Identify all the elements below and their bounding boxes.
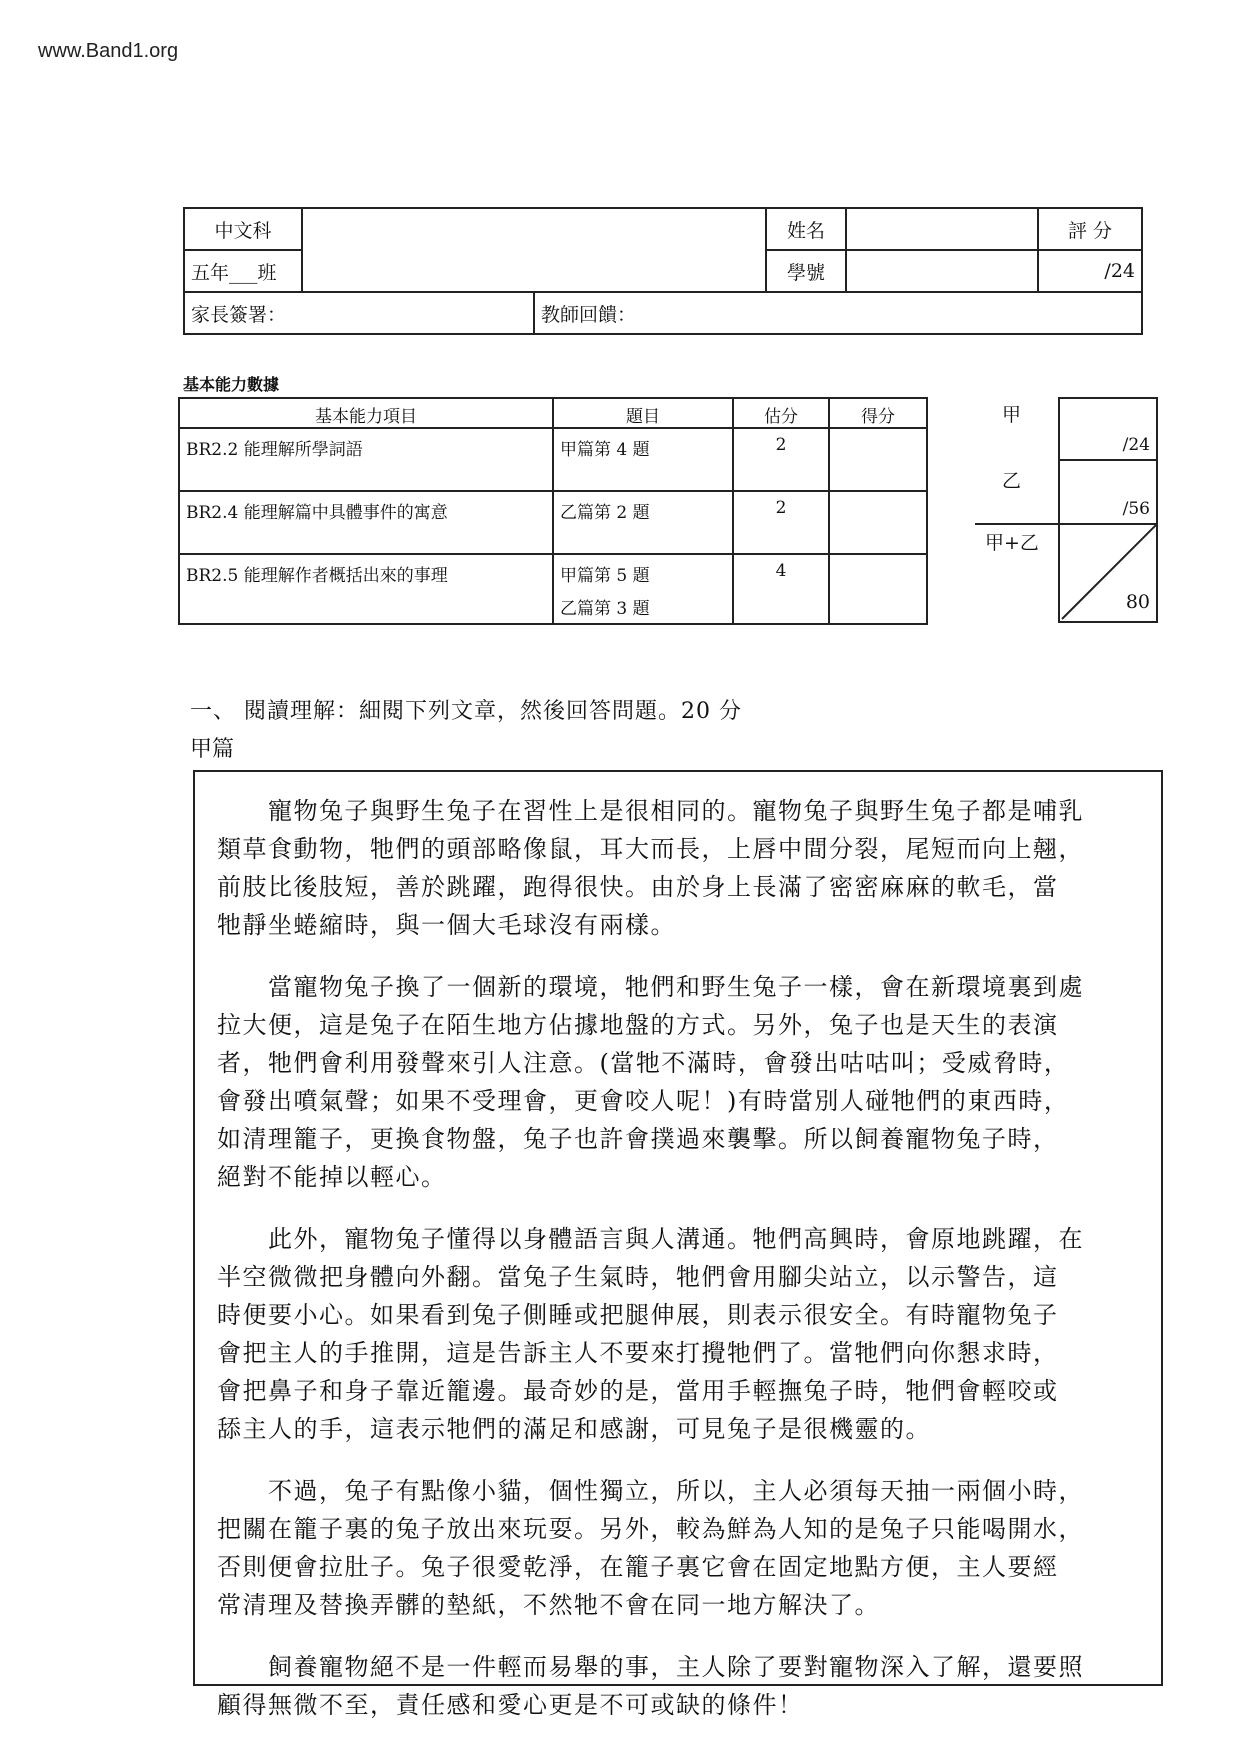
divider [1060,459,1156,461]
passage-line: 時便要小心。如果看到兔子側睡或把腿伸展，則表示很安全。有時寵物兔子 [217,1301,1059,1329]
col-header: 基本能力項目 [179,398,553,428]
score-field[interactable] [829,554,927,624]
blank-cell [302,208,766,292]
question-ref-1: 甲篇第 5 題 [560,566,650,586]
passage-line: 當寵物兔子換了一個新的環境，牠們和野生兔子一樣，會在新環境裏到處 [217,973,1084,1001]
paragraph [217,1472,1151,1624]
class-cell[interactable]: 五年___班 [184,250,302,292]
passage-line: 牠靜坐蜷縮時，與一個大毛球沒有兩樣。 [217,911,676,939]
question-ref: 甲篇第 4 題 [553,428,733,491]
paragraph [217,792,1151,944]
question-ref [553,554,733,624]
name-field[interactable] [846,208,1038,250]
yi-max: /56 [1122,499,1150,519]
site-url: www.Band1.org [38,40,179,62]
header-table [183,207,1143,335]
ability-title: 基本能力數據 [183,375,280,394]
table-row [179,554,927,624]
sum-label: 甲+乙 [985,532,1039,554]
totals-box [1058,397,1158,623]
jia-label: 甲 [1002,404,1022,426]
score-field[interactable] [829,491,927,554]
section-heading: 一、 閱讀理解：細閱下列文章，然後回答問題。20 分 [190,699,742,724]
name-label: 姓名 [766,208,846,250]
passage-line: 會把主人的手推開，這是告訴主人不要來打攪牠們了。當牠們向你懇求時， [217,1339,1059,1367]
passage-line: 會發出噴氣聲；如果不受理會，更會咬人呢！)有時當別人碰牠們的東西時， [217,1087,1070,1115]
student-no-field[interactable] [846,250,1038,292]
passage-line: 顧得無微不至，責任感和愛心更是不可或缺的條件！ [217,1691,804,1719]
score-total: /24 [1038,250,1142,292]
ability-item: BR2.4 能理解篇中具體事件的寓意 [179,491,553,554]
yi-label: 乙 [1002,470,1022,492]
col-header: 得分 [829,398,927,428]
question-ref: 乙篇第 2 題 [553,491,733,554]
passage-line: 會把鼻子和身子靠近籠邊。最奇妙的是，當用手輕撫兔子時，牠們會輕咬或 [217,1377,1059,1405]
passage-line: 絕對不能掉以輕心。 [217,1163,447,1191]
teacher-feedback-field[interactable]: 教師回饋： [534,292,1142,334]
passage-line: 不過，兔子有點像小貓，個性獨立，所以，主人必須每天抽一兩個小時， [217,1477,1084,1505]
col-header: 題目 [553,398,733,428]
estimated-score: 2 [733,428,829,491]
table-row [179,428,927,491]
ability-table [178,397,928,625]
passage-line: 飼養寵物絕不是一件輕而易舉的事，主人除了要對寵物深入了解，還要照 [217,1653,1084,1681]
passage-line: 舔主人的手，這表示牠們的滿足和感謝，可見兔子是很機靈的。 [217,1415,931,1443]
passage-line: 前肢比後肢短，善於跳躍，跑得很快。由於身上長滿了密密麻麻的軟毛，當 [217,873,1059,901]
passage-line: 把關在籠子裏的兔子放出來玩耍。另外，較為鮮為人知的是兔子只能喝開水， [217,1515,1084,1543]
passage-line: 如清理籠子，更換食物盤，兔子也許會撲過來襲擊。所以飼養寵物兔子時， [217,1125,1059,1153]
divider [975,523,1059,525]
passage-line: 否則便會拉肚子。兔子很愛乾淨，在籠子裏它會在固定地點方便，主人要經 [217,1553,1059,1581]
score-label: 評 分 [1038,208,1142,250]
score-field[interactable] [829,428,927,491]
question-ref-2: 乙篇第 3 題 [560,599,650,619]
student-no-label: 學號 [766,250,846,292]
passage-line: 半空微微把身體向外翻。當兔子生氣時，牠們會用腳尖站立，以示警告，這 [217,1263,1059,1291]
passage-line: 者，牠們會利用發聲來引人注意。(當牠不滿時，會發出咕咕叫；受威脅時， [217,1049,1070,1077]
paragraph [217,1648,1151,1724]
passage-line: 此外，寵物兔子懂得以身體語言與人溝通。牠們高興時，會原地跳躍，在 [217,1225,1084,1253]
subject-cell: 中文科 [184,208,302,250]
ability-item: BR2.2 能理解所學詞語 [179,428,553,491]
paragraph [217,1220,1151,1448]
passage-line: 常清理及替換弄髒的墊紙，不然牠不會在同一地方解決了。 [217,1591,880,1619]
passage-line: 拉大便，這是兔子在陌生地方佔據地盤的方式。另外，兔子也是天生的表演 [217,1011,1059,1039]
estimated-score: 2 [733,491,829,554]
passage-box [193,770,1163,1719]
ability-item: BR2.5 能理解作者概括出來的事理 [179,554,553,624]
part-label: 甲篇 [190,737,235,762]
estimated-score: 4 [733,554,829,624]
col-header: 估分 [733,398,829,428]
sum-max: 80 [1125,591,1150,613]
paragraph [217,968,1151,1196]
parent-sign-field[interactable]: 家長簽署： [184,292,534,334]
passage-line: 類草食動物，牠們的頭部略像鼠，耳大而長，上唇中間分裂，尾短而向上翹， [217,835,1084,863]
table-row [179,491,927,554]
jia-max: /24 [1122,435,1150,455]
passage-line: 寵物兔子與野生兔子在習性上是很相同的。寵物兔子與野生兔子都是哺乳 [217,797,1084,825]
